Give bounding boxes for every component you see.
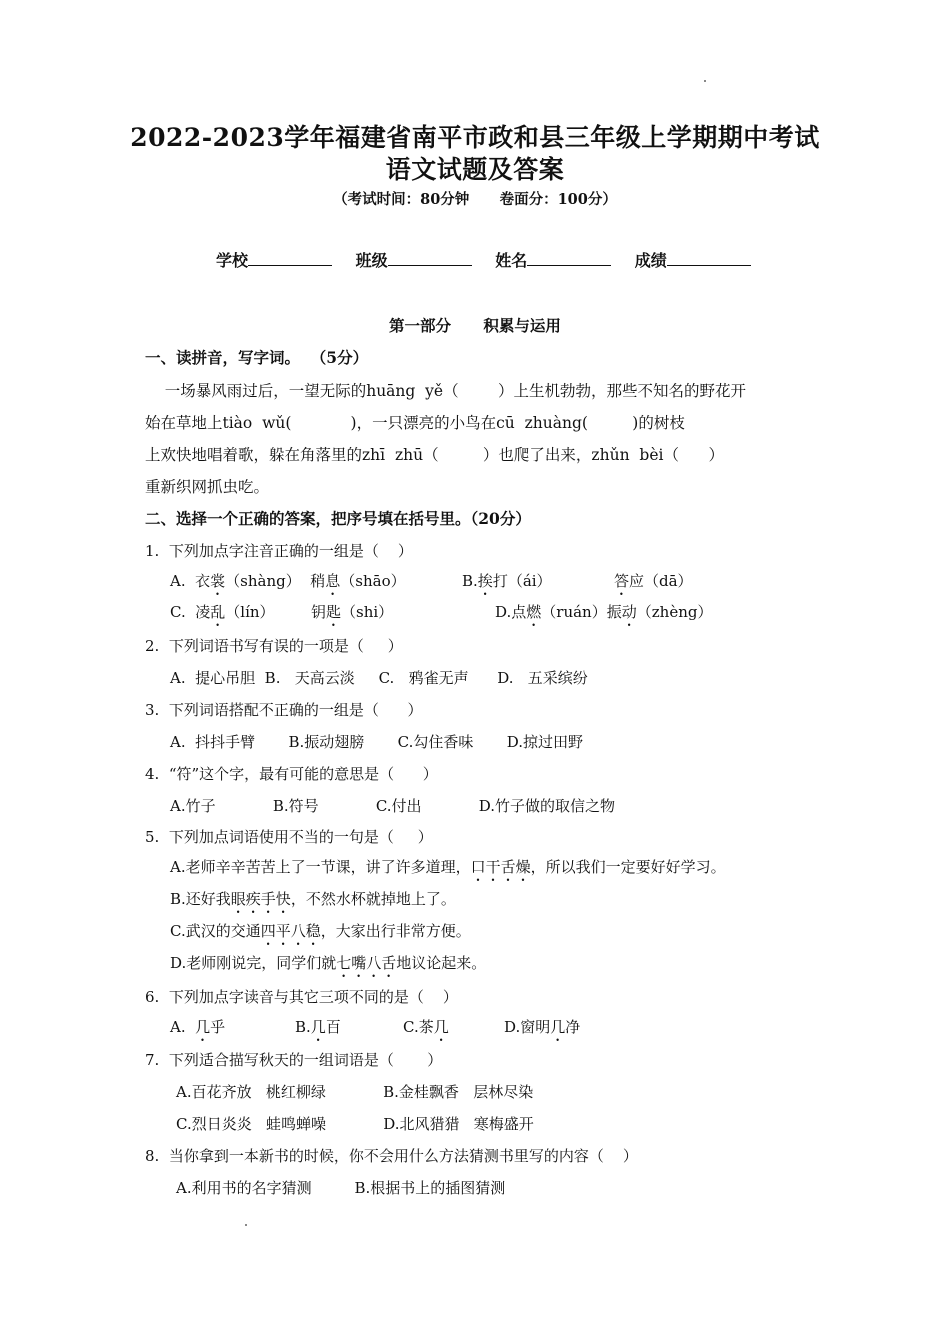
question-1-option-b-second: 答应（dā） <box>614 572 693 590</box>
question-6-stem: 6. 下列加点字读音与其它三项不同的是（ ） <box>145 988 458 1006</box>
pinyin-paragraph-line: 一场暴风雨过后，一望无际的huāng yě（ ）上生机勃勃，那些不知名的野花开 <box>145 382 747 400</box>
question-1-option-c[interactable]: C. 凌乱（lín） <box>170 603 275 621</box>
question-1-stem: 1. 下列加点字注音正确的一组是（ ） <box>145 542 413 560</box>
question-3-options[interactable]: A. 抖抖手臂 B.振动翅膀 C.勾住香味 D.掠过田野 <box>170 733 584 751</box>
question-6-option-b[interactable]: B.几百 <box>295 1018 341 1036</box>
scan-mark <box>245 1224 247 1226</box>
question-5-option-a[interactable]: A.老师辛辛苦苦上了一节课，讲了许多道理，口干舌燥，所以我们一定要好好学习。 <box>170 858 726 876</box>
question-5-option-d[interactable]: D.老师刚说完，同学们就七嘴八舌地议论起来。 <box>170 954 487 972</box>
question-6-option-a[interactable]: A. 几乎 <box>170 1018 226 1036</box>
exam-duration-score: （考试时间：80分钟 卷面分：100分） <box>333 191 617 208</box>
name-field[interactable]: 姓名 <box>495 248 611 271</box>
question-1-option-b[interactable]: B.挨打（ái） <box>462 572 552 590</box>
pinyin-paragraph-line: 始在草地上tiào wǔ( )，一只漂亮的小鸟在cū zhuàng( )的树枝 <box>145 414 685 432</box>
score-field[interactable]: 成绩 <box>635 248 751 271</box>
school-field[interactable]: 学校 <box>216 248 332 271</box>
question-1-option-d[interactable]: D.点燃（ruán）振动（zhèng） <box>495 603 713 621</box>
question-8-stem: 8. 当你拿到一本新书的时候，你不会用什么方法猜测书里写的内容（ ） <box>145 1147 638 1165</box>
question-4-stem: 4. “符”这个字，最有可能的意思是（ ） <box>145 765 438 783</box>
question-1-option-a[interactable]: A. 衣裳（shàng） 稍息（shāo） <box>170 572 406 590</box>
question-3-stem: 3. 下列词语搭配不正确的一组是（ ） <box>145 701 423 719</box>
section-1-heading: 一、读拼音，写字词。 （5分） <box>145 348 369 367</box>
question-7-options-row[interactable]: C.烈日炎炎 蛙鸣蝉噪 D.北风猎猎 寒梅盛开 <box>176 1115 534 1133</box>
part-title: 第一部分 积累与运用 <box>389 316 561 335</box>
question-5-option-c[interactable]: C.武汉的交通四平八稳，大家出行非常方便。 <box>170 922 471 940</box>
exam-title-line2: 语文试题及答案 <box>385 155 565 184</box>
question-2-options[interactable]: A. 提心吊胆 B. 天高云淡 C. 鸦雀无声 D. 五采缤纷 <box>170 669 588 687</box>
question-6-option-d[interactable]: D.窗明几净 <box>504 1018 581 1036</box>
pinyin-paragraph-line: 上欢快地唱着歌，躲在角落里的zhī zhū（ ）也爬了出来，zhǔn bèi（ ） <box>145 446 725 464</box>
student-info-row <box>216 248 769 271</box>
question-8-options-row[interactable]: A.利用书的名字猜测 B.根据书上的插图猜测 <box>176 1179 506 1197</box>
question-2-stem: 2. 下列词语书写有误的一项是（ ） <box>145 637 403 655</box>
question-5-option-b[interactable]: B.还好我眼疾手快，不然水杯就掉地上了。 <box>170 890 456 908</box>
question-7-stem: 7. 下列适合描写秋天的一组词语是（ ） <box>145 1051 443 1069</box>
class-field[interactable]: 班级 <box>356 248 472 271</box>
question-1-option-c-second: 钥匙（shi） <box>311 603 394 621</box>
scan-mark <box>704 80 706 82</box>
question-5-stem: 5. 下列加点词语使用不当的一句是（ ） <box>145 828 433 846</box>
section-2-heading: 二、选择一个正确的答案，把序号填在括号里。（20分） <box>145 509 531 528</box>
question-4-options[interactable]: A.竹子 B.符号 C.付出 D.竹子做的取信之物 <box>170 797 616 815</box>
exam-title: 2022-2023学年福建省南平市政和县三年级上学期期中考试 <box>130 123 820 152</box>
pinyin-paragraph-line: 重新织网抓虫吃。 <box>145 478 270 496</box>
question-6-option-c[interactable]: C.茶几 <box>403 1018 449 1036</box>
question-7-options-row[interactable]: A.百花齐放 桃红柳绿 B.金桂飘香 层林尽染 <box>176 1083 534 1101</box>
